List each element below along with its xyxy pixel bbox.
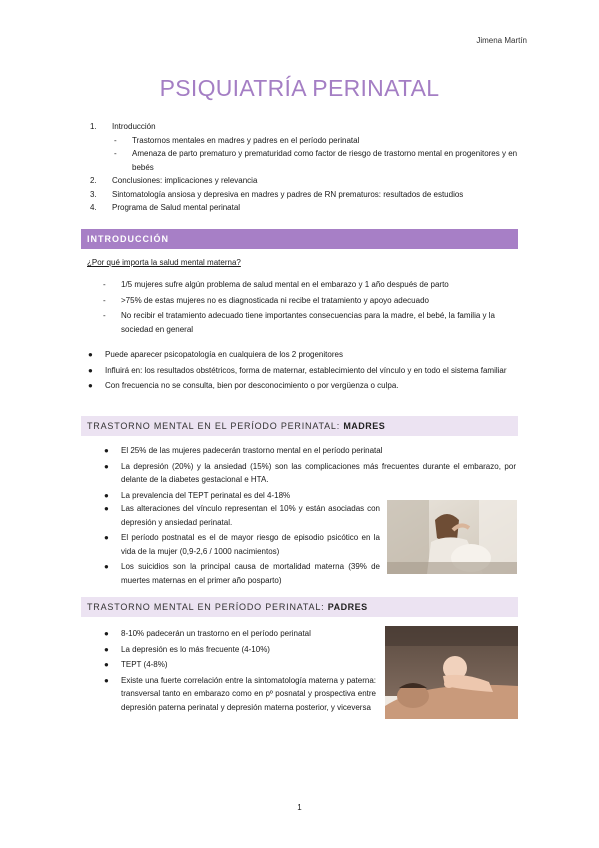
page-title: PSIQUIATRÍA PERINATAL	[159, 75, 440, 101]
dash-marker: -	[103, 311, 106, 320]
list-item-text: Con frecuencia no se consulta, bien por desconocimiento o por vergüenza o culpa.	[105, 381, 399, 390]
list-item-text: 8-10% padecerán un trastorno en el período perinatal	[121, 629, 311, 638]
list-item	[88, 379, 516, 393]
list-item-text: Los suicidios son la principal causa de mortalidad materna (39% de muertes maternas en el primer año posparto)	[121, 562, 380, 585]
list-item	[104, 674, 376, 715]
dash-marker: -	[103, 295, 106, 305]
list-item	[104, 627, 376, 641]
toc-item	[90, 188, 522, 202]
intro-question: ¿Por qué importa la salud mental materna?	[87, 258, 241, 267]
list-item-text: 1/5 mujeres sufre algún problema de salud mental en el embarazo y 1 año después de parto	[121, 280, 449, 289]
list-item	[100, 309, 515, 336]
bullet-icon: ●	[104, 644, 109, 654]
table-of-contents	[90, 120, 522, 215]
dash-marker: -	[114, 135, 117, 145]
madres-bullet-list-narrow	[104, 502, 380, 589]
toc-number: 2.	[90, 176, 97, 185]
bullet-icon: ●	[104, 562, 109, 571]
list-item	[104, 643, 376, 657]
list-item-text: Las alteraciones del vínculo representan el 10% y están asociadas con depresión y ansiedad perinatal.	[121, 504, 380, 527]
bullet-icon: ●	[104, 533, 109, 542]
list-item	[104, 444, 516, 458]
bullet-icon: ●	[88, 350, 93, 359]
dash-marker: -	[103, 280, 106, 289]
list-item	[104, 502, 380, 529]
toc-label: Programa de Salud mental perinatal	[112, 203, 241, 212]
bullet-icon: ●	[104, 461, 109, 471]
list-item-text: Puede aparecer psicopatología en cualquiera de los 2 progenitores	[105, 350, 343, 359]
toc-number: 1.	[90, 122, 97, 131]
toc-subitem	[90, 147, 522, 174]
toc-number: 4.	[90, 203, 97, 212]
page-number: 1	[297, 803, 302, 812]
toc-item	[90, 174, 522, 188]
section-heading-text: TRASTORNO MENTAL EN PERÍODO PERINATAL:	[87, 602, 328, 612]
toc-label: Conclusiones: implicaciones y relevancia	[112, 176, 258, 185]
toc-subitem	[90, 134, 522, 148]
dash-marker: -	[114, 149, 117, 158]
bullet-icon: ●	[88, 365, 93, 375]
bullet-icon: ●	[104, 629, 109, 638]
list-item	[104, 460, 516, 487]
toc-item	[90, 120, 522, 134]
list-item-text: Influirá en: los resultados obstétricos, forma de maternar, establecimiento del vínculo y en todo el sistema familiar	[105, 365, 507, 375]
list-item-text: La prevalencia del TEPT perinatal es del 4-18%	[121, 490, 291, 500]
father-baby-photo	[385, 626, 518, 719]
toc-label: Sintomatología ansiosa y depresiva en madres y padres de RN prematuros: resultados de estudios	[112, 189, 464, 199]
list-item-text: El 25% de las mujeres padecerán trastorno mental en el período perinatal	[121, 446, 383, 455]
section-heading-bold: PADRES	[327, 602, 368, 612]
section-heading-bold: MADRES	[343, 421, 386, 431]
list-item	[104, 560, 380, 587]
bullet-icon: ●	[104, 660, 109, 669]
list-item	[100, 278, 515, 292]
section-heading-madres	[81, 416, 518, 436]
section-heading-padres	[81, 597, 518, 617]
list-item-text: TEPT (4-8%)	[121, 660, 168, 669]
list-item-text: La depresión (20%) y la ansiedad (15%) son las complicaciones más frecuentes durante el embarazo, por delante de la diabetes gestacional e HTA.	[121, 461, 516, 484]
section-heading-introduccion: INTRODUCCIÓN	[81, 229, 518, 249]
list-item	[100, 294, 515, 308]
section-heading-text: TRASTORNO MENTAL EN EL PERÍODO PERINATAL:	[87, 421, 344, 431]
list-item	[88, 364, 516, 378]
pregnant-woman-image	[387, 500, 517, 574]
intro-bullet-list	[88, 348, 516, 395]
bullet-icon: ●	[104, 446, 109, 455]
madres-bullet-list	[104, 444, 516, 504]
author-name: Jimena Martín	[476, 36, 527, 45]
father-baby-image	[385, 626, 518, 719]
list-item-text: No recibir el tratamiento adecuado tiene importantes consecuencias para la madre, el bebé, la familia y la sociedad en general	[121, 311, 495, 334]
intro-dash-list	[100, 278, 515, 338]
toc-subitem-label: Trastornos mentales en madres y padres en el período perinatal	[132, 135, 360, 145]
list-item	[88, 348, 516, 362]
toc-subitem-label: Amenaza de parto prematuro y prematuridad como factor de riesgo de trastorno mental en progenitores y en bebés	[132, 149, 518, 172]
list-item-text: El período postnatal es el de mayor riesgo de episodio psicótico en la vida de la mujer (0,9-2,6 / 1000 nacimientos)	[121, 533, 380, 556]
list-item	[104, 531, 380, 558]
toc-item	[90, 201, 522, 215]
list-item-text: >75% de estas mujeres no es diagnosticada ni recibe el tratamiento y apoyo adecuado	[121, 295, 429, 305]
list-item-text: La depresión es lo más frecuente (4-10%)	[121, 644, 270, 654]
list-item	[104, 658, 376, 672]
padres-bullet-list	[104, 627, 376, 716]
toc-label: Introducción	[112, 122, 156, 131]
bullet-icon: ●	[104, 504, 109, 513]
bullet-icon: ●	[88, 381, 93, 390]
list-item-text: Existe una fuerte correlación entre la sintomatología materna y paterna: transversal tanto en embarazo como en pº posnatal y prospectiva entre depresión paterna perinatal y depresión materna posterior, y viceversa	[121, 675, 376, 712]
bullet-icon: ●	[104, 490, 109, 500]
toc-number: 3.	[90, 189, 97, 199]
pregnant-woman-photo	[387, 500, 517, 574]
bullet-icon: ●	[104, 675, 109, 685]
